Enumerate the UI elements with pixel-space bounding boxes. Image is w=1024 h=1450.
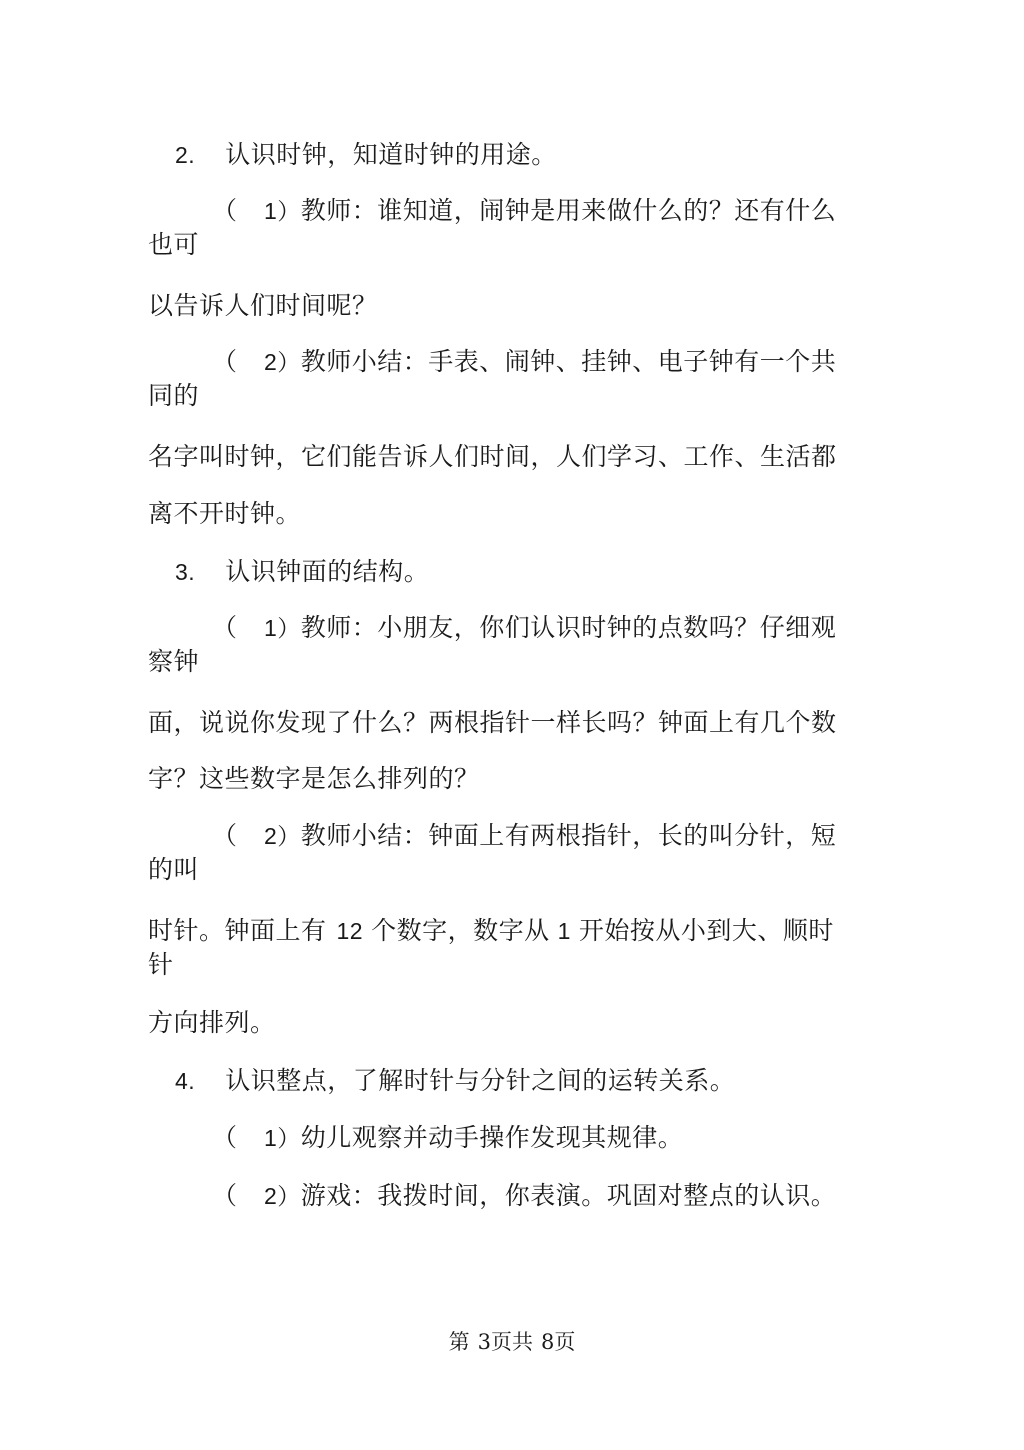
section-4-number: 4. bbox=[175, 1068, 196, 1094]
s4-item1-line1: （ 1）幼儿观察并动手操作发现其规律。 bbox=[212, 1123, 684, 1152]
section-3-heading bbox=[175, 555, 429, 589]
s2-item2-line1: （ 2）教师小结：手表、闹钟、挂钟、电子钟有一个共 bbox=[212, 347, 837, 376]
s3-item2-line2: 的叫 bbox=[148, 855, 200, 884]
s3-item1-line1: （ 1）教师：小朋友，你们认识时钟的点数吗？仔细观 bbox=[212, 613, 837, 642]
section-3-title: 认识钟面的结构。 bbox=[225, 557, 430, 586]
s3-item1-line2: 察钟 bbox=[148, 647, 200, 676]
s2-item2-line4: 离不开时钟。 bbox=[148, 499, 302, 528]
s2-item1-line1: （ 1）教师：谁知道，闹钟是用来做什么的？还有什么 bbox=[212, 196, 837, 225]
section-2-number: 2. bbox=[175, 142, 196, 168]
section-2-title: 认识时钟，知道时钟的用途。 bbox=[225, 140, 557, 169]
s2-item1-line3: 以告诉人们时间呢？ bbox=[148, 291, 378, 320]
current-page-number: 3 bbox=[477, 1330, 491, 1354]
s4-item2-line1: （ 2）游戏：我拨时间，你表演。巩固对整点的认识。 bbox=[212, 1181, 837, 1210]
section-4-heading bbox=[175, 1064, 735, 1098]
s3-item2-line4: 针 bbox=[148, 950, 174, 979]
s2-item2-line2: 同的 bbox=[148, 381, 200, 410]
section-3-number: 3. bbox=[175, 559, 196, 585]
s2-item1-line2: 也可 bbox=[148, 230, 200, 259]
section-4-title: 认识整点，了解时针与分针之间的运转关系。 bbox=[225, 1066, 736, 1095]
s3-item2-line1: （ 2）教师小结：钟面上有两根指针，长的叫分针，短 bbox=[212, 821, 837, 850]
total-page-number: 8 bbox=[541, 1330, 555, 1354]
s3-item2-line5: 方向排列。 bbox=[148, 1008, 276, 1037]
section-2-heading bbox=[175, 138, 557, 172]
s3-item1-line3: 面，说说你发现了什么？两根指针一样长吗？钟面上有几个数 bbox=[148, 708, 837, 737]
s3-item2-line3: 时针。钟面上有 12 个数字，数字从 1 开始按从小到大、顺时 bbox=[148, 916, 834, 945]
s3-item1-line4: 字？这些数字是怎么排列的？ bbox=[148, 764, 480, 793]
page-footer: 第 3页共 8页 bbox=[448, 1330, 576, 1354]
s2-item2-line3: 名字叫时钟，它们能告诉人们时间，人们学习、工作、生活都 bbox=[148, 442, 837, 471]
